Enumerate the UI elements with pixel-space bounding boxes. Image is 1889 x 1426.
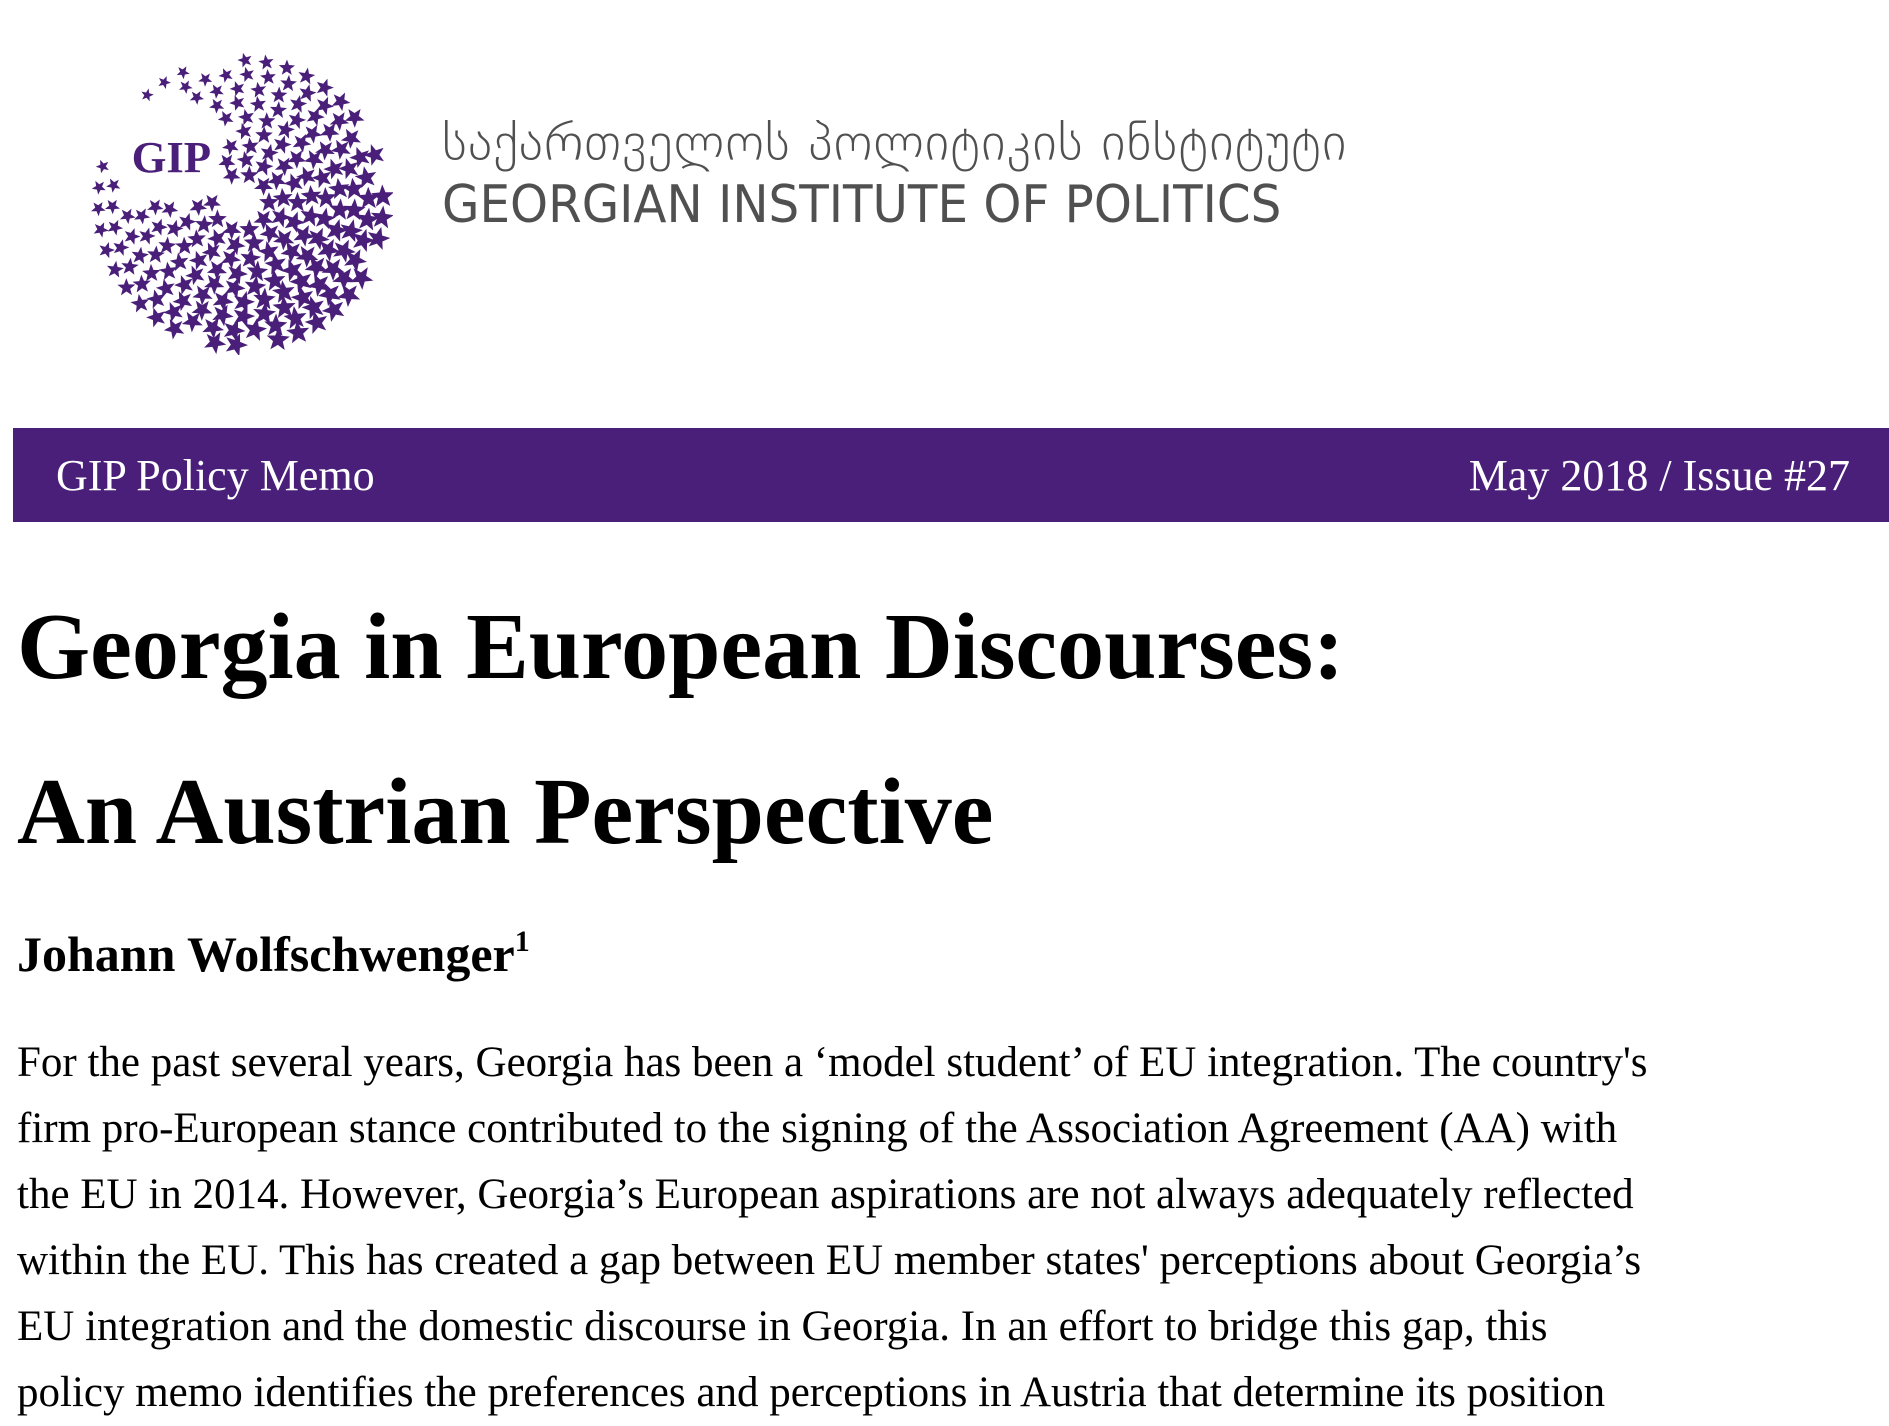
globe-star-icon bbox=[91, 202, 106, 216]
title-line-2: An Austrian Perspective bbox=[17, 760, 994, 864]
globe-star-icon bbox=[258, 54, 273, 69]
globe-star-icon bbox=[307, 107, 325, 126]
globe-star-icon bbox=[132, 247, 149, 264]
globe-star-icon bbox=[274, 135, 292, 153]
globe-star-icon bbox=[237, 53, 251, 68]
author-name: Johann Wolfschwenger bbox=[17, 926, 515, 982]
globe-star-icon bbox=[289, 111, 306, 129]
globe-star-icon bbox=[208, 209, 227, 227]
body-line: firm pro-European stance contributed to the signing of the Association Agreement (AA) with bbox=[17, 1105, 1618, 1152]
globe-star-icon bbox=[198, 73, 212, 87]
globe-star-icon bbox=[254, 178, 273, 196]
globe-star-icon bbox=[226, 235, 246, 255]
globe-star-icon bbox=[258, 112, 275, 128]
globe-star-icon bbox=[279, 59, 295, 74]
globe-star-icon bbox=[222, 139, 239, 156]
globe-star-icon bbox=[270, 101, 287, 118]
institute-name bbox=[442, 112, 1347, 236]
globe-star-icon bbox=[158, 237, 176, 254]
body-paragraph bbox=[17, 1030, 1889, 1426]
globe-star-icon bbox=[96, 160, 109, 174]
globe-star-icon bbox=[239, 67, 254, 82]
globe-star-icon bbox=[105, 200, 120, 214]
globe-star-icon bbox=[174, 275, 193, 295]
globe-star-icon bbox=[106, 179, 120, 193]
globe-star-icon bbox=[315, 187, 336, 208]
globe-star-icon bbox=[338, 158, 358, 179]
globe-star-icon bbox=[158, 76, 171, 89]
globe-star-icon bbox=[305, 311, 327, 334]
body-line: policy memo identifies the preferences and perceptions in Austria that determine its position bbox=[17, 1369, 1606, 1416]
author-byline bbox=[17, 926, 530, 982]
globe-star-icon bbox=[130, 294, 149, 313]
globe-star-icon bbox=[218, 68, 232, 82]
title-line-1: Georgia in European Discourses: bbox=[17, 595, 1345, 699]
issue-label: May 2018 / Issue #27 bbox=[1468, 451, 1850, 500]
globe-star-icon bbox=[290, 95, 307, 113]
globe-star-icon bbox=[209, 84, 224, 98]
gip-logo-emblem bbox=[88, 50, 393, 355]
globe-star-icon bbox=[368, 227, 390, 250]
globe-star-icon bbox=[190, 91, 204, 105]
globe-star-icon bbox=[175, 237, 193, 255]
globe-star-icon bbox=[350, 267, 373, 290]
globe-star-icon bbox=[166, 220, 183, 238]
body-line: within the EU. This has created a gap between EU member states' perceptions about Georgia’s bbox=[17, 1237, 1642, 1284]
globe-star-icon bbox=[229, 95, 244, 111]
globe-star-icon bbox=[192, 286, 212, 306]
globe-star-icon bbox=[204, 332, 226, 354]
footnote-marker[interactable]: 1 bbox=[514, 925, 530, 958]
globe-star-icon bbox=[142, 264, 160, 282]
globe-star-icon bbox=[164, 319, 184, 340]
globe-star-icon bbox=[162, 201, 179, 218]
globe-star-icon bbox=[345, 109, 365, 128]
globe-star-icon bbox=[147, 200, 163, 216]
institute-name-english: GEORGIAN INSTITUTE OF POLITICS bbox=[442, 175, 1282, 235]
globe-star-icon bbox=[179, 81, 193, 94]
globe-star-icon bbox=[94, 222, 109, 237]
body-line: EU integration and the domestic discourse in Georgia. In an effort to bridge this gap, this bbox=[17, 1303, 1548, 1350]
memo-banner bbox=[13, 428, 1889, 522]
globe-star-icon bbox=[107, 261, 124, 278]
globe-star-icon bbox=[223, 168, 241, 185]
globe-star-icon bbox=[296, 166, 315, 186]
globe-star-icon bbox=[331, 140, 351, 160]
globe-star-icon bbox=[261, 144, 279, 162]
globe-star-icon bbox=[230, 81, 245, 96]
globe-star-icon bbox=[280, 75, 297, 91]
body-line: the EU in 2014. However, Georgia’s European aspirations are not always adequately reflected bbox=[17, 1171, 1634, 1218]
globe-star-icon bbox=[203, 195, 221, 212]
globe-star-icon bbox=[202, 318, 224, 339]
globe-star-icon bbox=[244, 318, 267, 341]
globe-star-icon bbox=[235, 123, 251, 140]
globe-star-icon bbox=[92, 181, 106, 195]
globe-star-icon bbox=[147, 246, 165, 263]
globe-star-icon bbox=[250, 82, 266, 98]
globe-star-icon bbox=[113, 239, 129, 256]
globe-star-icon bbox=[99, 242, 115, 258]
globe-star-icon bbox=[317, 79, 334, 97]
body-line: For the past several years, Georgia has been a ‘model student’ of EU integration. The country's bbox=[17, 1039, 1648, 1086]
globe-star-icon bbox=[316, 97, 334, 115]
globe-star-icon bbox=[146, 308, 165, 328]
globe-star-icon bbox=[260, 69, 276, 85]
globe-star-icon bbox=[240, 166, 258, 183]
globe-star-icon bbox=[225, 277, 246, 298]
globe-star-icon bbox=[159, 262, 178, 281]
globe-star-icon bbox=[189, 251, 208, 270]
globe-star-icon bbox=[256, 157, 274, 176]
globe-star-icon bbox=[218, 111, 234, 127]
globe-star-icon bbox=[108, 220, 123, 236]
globe-star-icon bbox=[273, 188, 293, 208]
globe-star-icon bbox=[177, 66, 190, 79]
globe-star-icon bbox=[255, 126, 273, 143]
globe-star-icon bbox=[237, 151, 254, 169]
globe-star-icon bbox=[332, 92, 351, 111]
globe-star-icon bbox=[304, 125, 323, 144]
logo-abbr: GIP bbox=[131, 132, 212, 183]
globe-star-icon bbox=[238, 109, 254, 125]
globe-star-icon bbox=[117, 278, 135, 295]
globe-star-icon bbox=[156, 279, 175, 298]
globe-star-icon bbox=[250, 96, 266, 112]
globe-star-icon bbox=[182, 312, 203, 332]
globe-star-icon bbox=[163, 302, 183, 322]
series-label: GIP Policy Memo bbox=[56, 451, 375, 500]
institute-name-georgian: საქართველოს პოლიტიკის ინსტიტუტი bbox=[442, 113, 1348, 173]
globe-star-icon bbox=[285, 212, 305, 233]
globe-star-icon bbox=[259, 192, 279, 211]
star-globe-icon bbox=[88, 50, 393, 355]
globe-star-icon bbox=[141, 89, 153, 102]
globe-star-icon bbox=[134, 208, 150, 224]
globe-star-icon bbox=[120, 209, 136, 225]
globe-star-icon bbox=[202, 242, 221, 261]
globe-star-icon bbox=[125, 228, 141, 245]
globe-star-icon bbox=[299, 84, 316, 101]
globe-star-icon bbox=[320, 123, 339, 142]
globe-star-icon bbox=[298, 67, 315, 84]
globe-star-icon bbox=[221, 249, 241, 269]
globe-star-icon bbox=[189, 199, 207, 216]
globe-star-icon bbox=[209, 99, 224, 114]
globe-star-icon bbox=[326, 219, 348, 242]
globe-star-icon bbox=[151, 219, 167, 236]
